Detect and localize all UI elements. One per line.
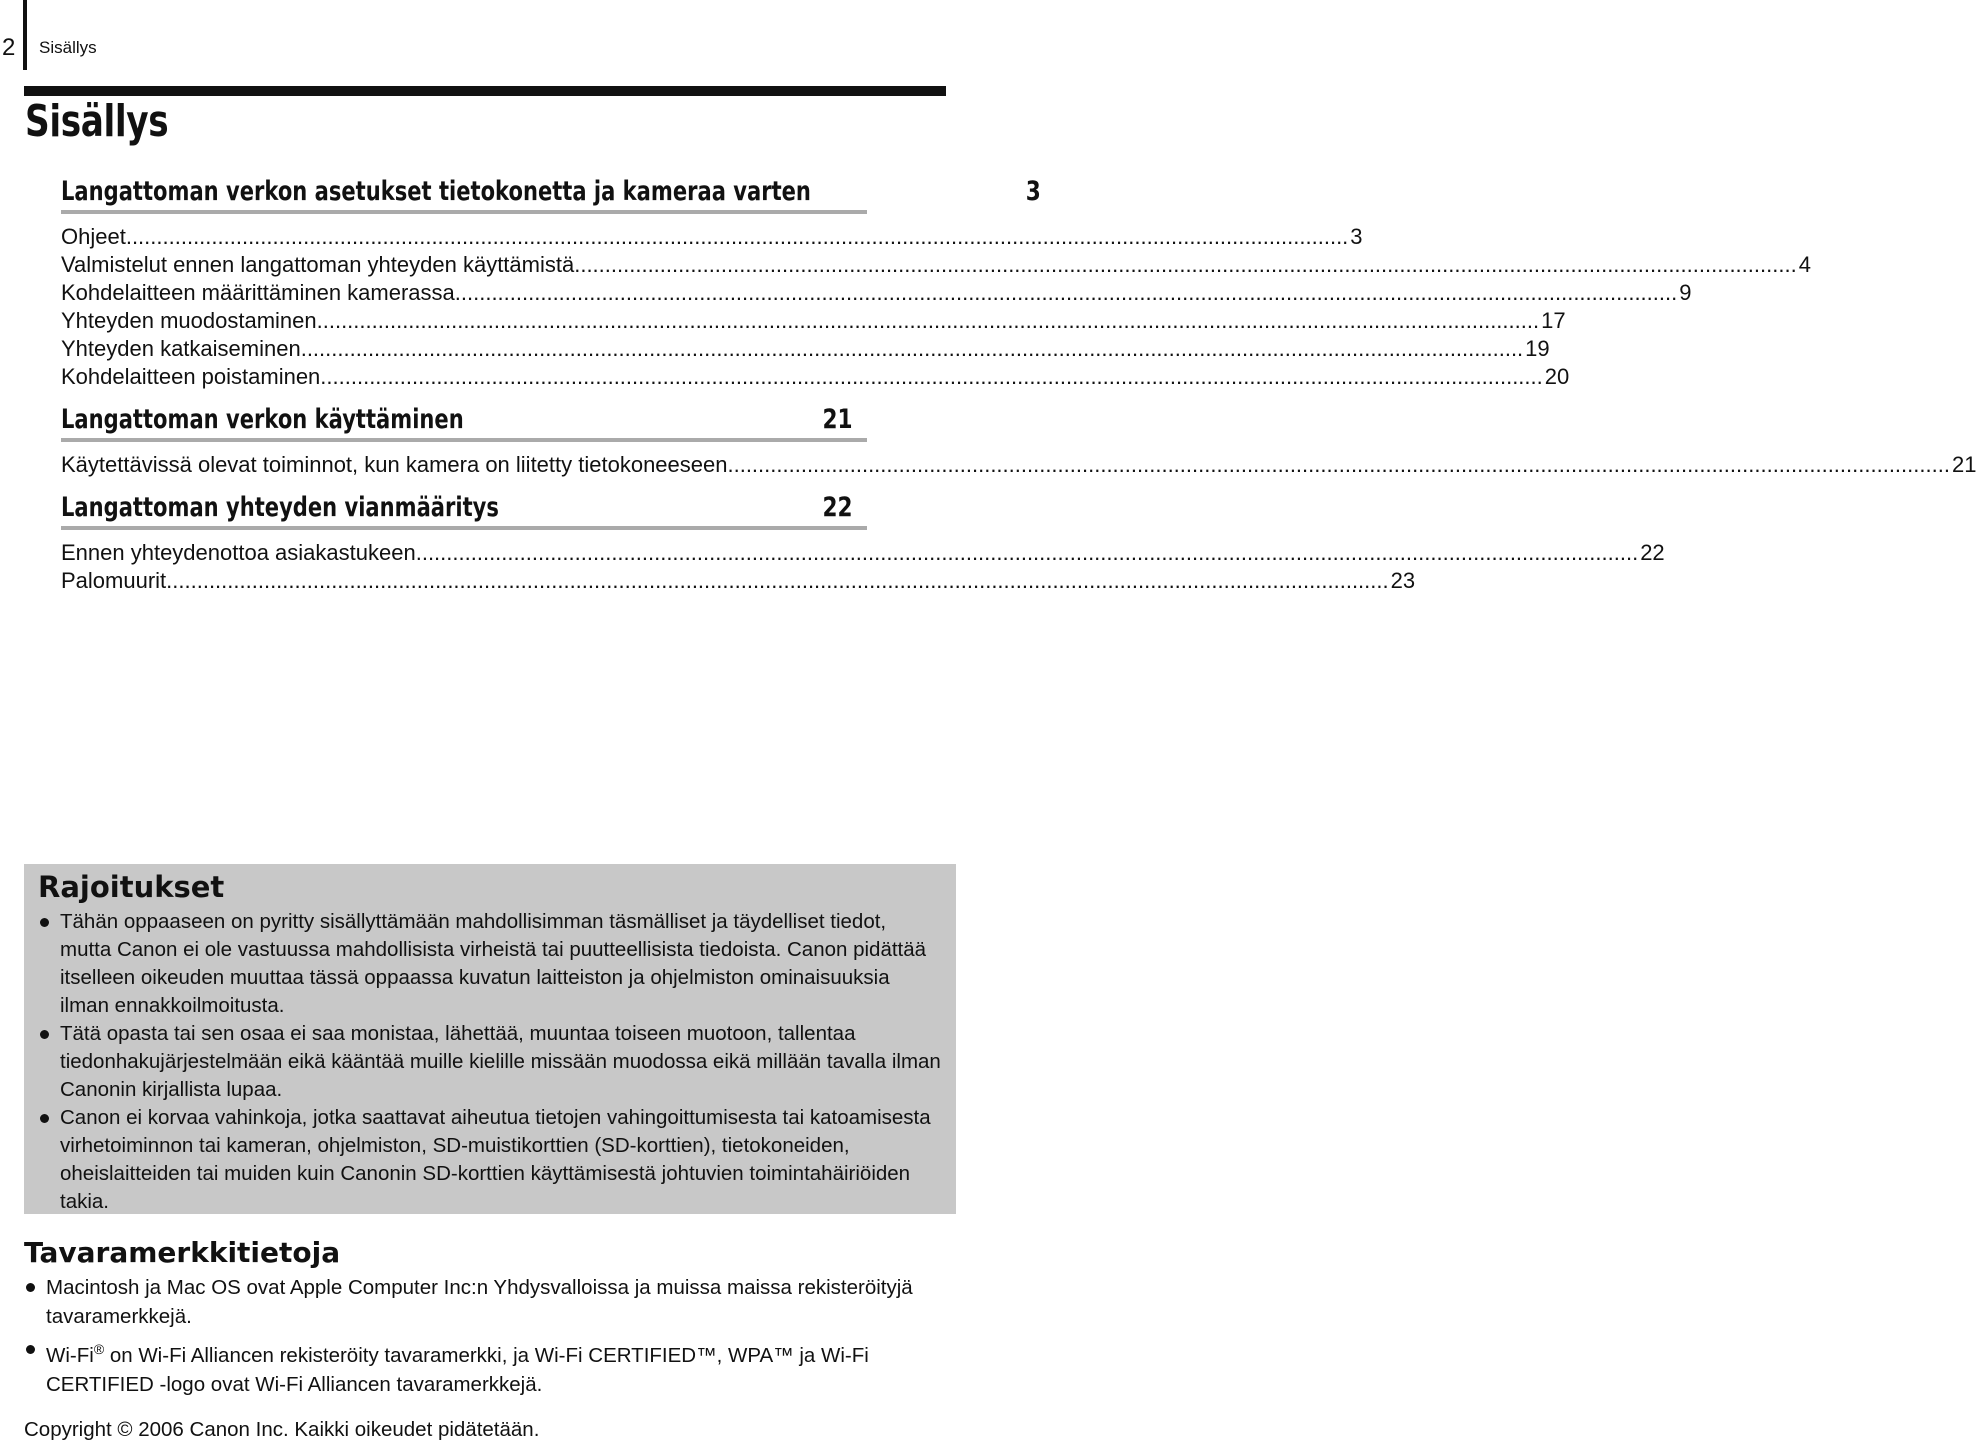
toc-entry[interactable] [61,224,1363,252]
toc-entry-title: Kohdelaitteen poistaminen [61,364,321,389]
registered-mark: ® [93,1341,105,1357]
list-item [38,1020,942,1104]
bullet-icon [26,1283,35,1292]
toc-section-heading[interactable] [61,400,867,442]
wifi-text: Wi-Fi [46,1343,94,1367]
toc-leader-dots [416,540,1638,566]
toc-entry-page: 19 [1525,336,1550,361]
toc-entry[interactable] [61,252,1811,280]
toc-entry-page: 17 [1541,308,1566,333]
toc-entry-title: Palomuurit [61,568,167,593]
bullet-icon [26,1345,35,1354]
toc-entry-title: Yhteyden muodostaminen [61,308,317,333]
toc-leader-dots [166,568,1388,594]
toc-entry-title: Käytettävissä olevat toiminnot, kun kamera on liitetty tietokoneeseen [61,452,728,477]
toc-entry[interactable] [61,364,1570,392]
toc-section-group [61,488,1665,604]
toc-leader-dots [317,308,1539,334]
toc-entry-title: Ennen yhteydenottoa asiakastukeen [61,540,416,565]
toc-section-page: 21 [822,404,853,435]
list-item-text: Tätä opasta tai sen osaa ei saa monistaa, lähettää, muuntaa toiseen muotoon, tallentaa tiedonhakujärjestelmään eikä kääntää muille kielille missään muodossa eikä millään tavalla ilman Canonin kirjallista lupaa. [60,1022,941,1101]
toc-entry-title: Yhteyden katkaiseminen [61,336,301,361]
toc-leader-dots [320,364,1542,390]
toc-entry[interactable] [61,308,1566,336]
toc-entry-page: 21 [1951,452,1976,477]
toc-leader-dots [301,336,1523,362]
toc-section-title: Langattoman verkon käyttäminen [61,404,464,435]
toc-entries [61,530,1665,604]
bullet-icon [40,1114,49,1123]
header-divider [23,0,27,70]
toc-entry-page: 3 [1350,224,1363,249]
bullet-icon [40,918,49,927]
toc-entry-title: Valmistelut ennen langattoman yhteyden käyttämistä [61,252,575,277]
toc-entry-page: 4 [1798,252,1811,277]
toc-entries [61,442,1976,488]
list-item-text: on Wi-Fi Alliancen rekisteröity tavaramerkki, ja Wi-Fi CERTIFIED™, WPA™ ja Wi-Fi CERTIFIED -logo ovat Wi-Fi Alliancen tavaramerkkejä. [46,1343,869,1396]
toc-section-group [61,172,1811,400]
list-item [38,908,942,1020]
restrictions-box [24,864,956,1214]
toc-section-page: 22 [822,492,853,523]
copyright-notice: Copyright © 2006 Canon Inc. Kaikki oikeudet pidätetään. [24,1418,540,1441]
toc-leader-dots [574,252,1796,278]
toc-entry-page: 22 [1640,540,1665,565]
toc-section-group [61,400,1976,488]
toc-entry[interactable] [61,280,1692,308]
trademarks-list [24,1273,944,1399]
toc-entry-page: 20 [1544,364,1570,389]
toc-entry-title: Ohjeet [61,224,126,249]
list-item [38,1104,942,1216]
restrictions-heading: Rajoitukset [38,870,225,904]
toc-entry[interactable] [61,336,1550,364]
list-item-text: Macintosh ja Mac OS ovat Apple Computer Inc:n Yhdysvalloissa ja muissa maissa rekisteröityjä tavaramerkkejä. [46,1276,913,1328]
toc-entries [61,214,1811,400]
trademarks-heading: Tavaramerkkitietoja [24,1236,341,1269]
page-header [0,0,960,80]
toc-entry[interactable] [61,452,1976,480]
toc-entry-title: Kohdelaitteen määrittäminen kamerassa [61,280,455,305]
title-rule [24,86,946,96]
toc-section-page: 3 [1026,176,1042,207]
page-number: 2 [2,34,16,61]
trademarks-section [24,1236,944,1403]
toc-entry[interactable] [61,568,1416,596]
toc-leader-dots [727,452,1949,478]
toc-section-title: Langattoman verkon asetukset tietokonetta ja kameraa varten [61,176,811,207]
toc-section-heading[interactable] [61,172,1042,214]
toc-leader-dots [126,224,1348,250]
toc-entry-page: 9 [1679,280,1692,305]
page-title: Sisällys [25,96,169,147]
restrictions-list [38,908,942,1216]
running-header: Sisällys [39,38,97,57]
toc-entry-page: 23 [1390,568,1416,593]
list-item [24,1273,944,1331]
toc-section-heading[interactable] [61,488,867,530]
list-item-text: Tähän oppaaseen on pyritty sisällyttämään mahdollisimman täsmälliset ja täydelliset tiedot, mutta Canon ei ole vastuussa mahdollisista virheistä tai puutteellisista tiedoista. Canon pidättää itselleen oikeuden muuttaa tässä oppaassa kuvatun laitteiston ja ohjelmiston ominaisuuksia ilman ennakkoilmoitusta. [60,910,927,1017]
table-of-contents [61,172,1976,604]
toc-entry[interactable] [61,540,1665,568]
bullet-icon [40,1030,49,1039]
toc-leader-dots [455,280,1677,306]
toc-section-title: Langattoman yhteyden vianmääritys [61,492,499,523]
list-item-text: Canon ei korvaa vahinkoja, jotka saattavat aiheutua tietojen vahingoittumisesta tai katoamisesta virhetoiminnon tai kameran, ohjelmiston, SD-muistikorttien (SD-korttien), tietokoneiden, oheislaitteiden tai muiden kuin Canonin SD-korttien käyttämisestä johtuvien toimintahäiriöiden takia. [60,1106,931,1213]
list-item [24,1335,944,1399]
